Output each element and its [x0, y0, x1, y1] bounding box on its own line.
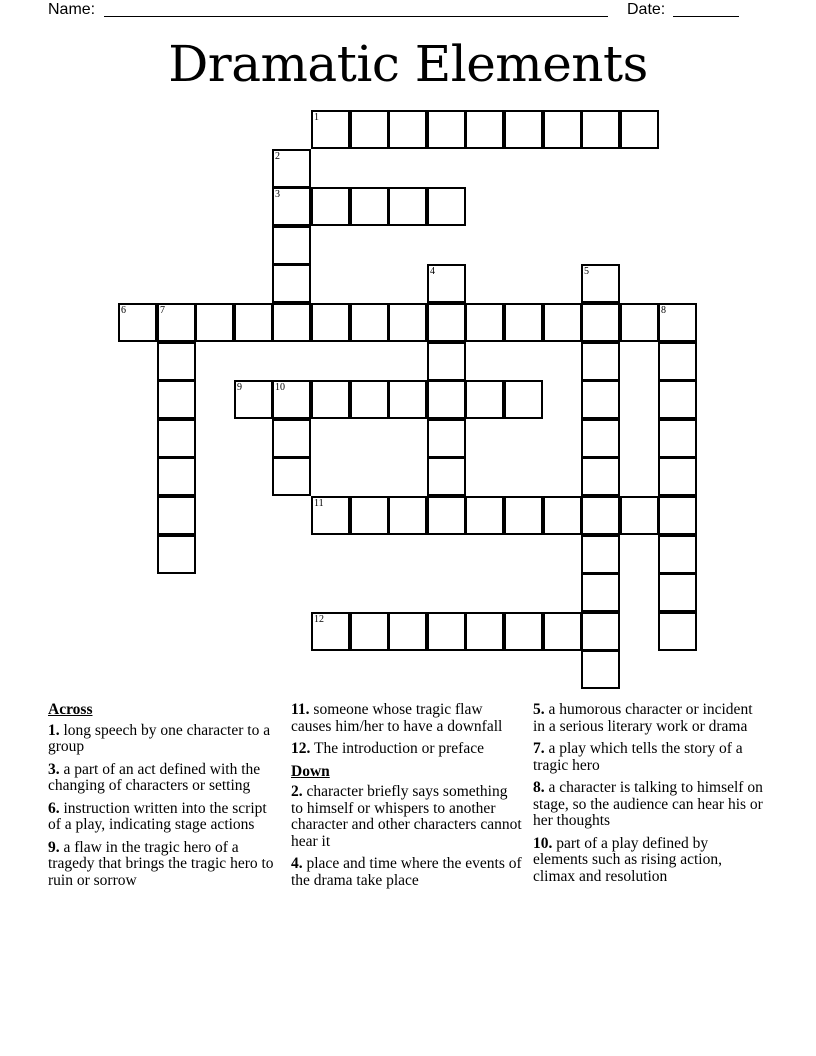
crossword-cell[interactable] [350, 303, 389, 342]
clue-text: someone whose tragic flaw causes him/her to have a downfall [291, 701, 503, 735]
crossword-cell[interactable] [658, 612, 697, 651]
crossword-cell[interactable] [658, 496, 697, 535]
crossword-cell[interactable] [581, 457, 620, 496]
crossword-cell[interactable] [272, 149, 311, 188]
crossword-cell[interactable] [658, 342, 697, 381]
crossword-cell[interactable] [581, 303, 620, 342]
crossword-cell[interactable] [311, 612, 350, 651]
crossword-cell[interactable] [350, 187, 389, 226]
crossword-cell[interactable] [311, 496, 350, 535]
crossword-cell[interactable] [543, 612, 582, 651]
crossword-cell[interactable] [311, 187, 350, 226]
clue-number: 6. [48, 799, 60, 817]
clue-text: a play which tells the story of a tragic hero [533, 740, 743, 774]
across-heading: Across [48, 701, 93, 718]
crossword-cell[interactable] [620, 110, 659, 149]
crossword-cell[interactable] [388, 110, 427, 149]
crossword-cell[interactable] [427, 419, 466, 458]
crossword-cell[interactable] [388, 496, 427, 535]
clue-number-label: 8 [661, 305, 666, 316]
clue-down-8 [533, 780, 765, 830]
crossword-cell[interactable] [118, 303, 157, 342]
clue-number-label: 9 [237, 382, 242, 393]
clue-text: a character is talking to himself on stage, so the audience can hear his or her thoughts [533, 779, 763, 829]
clue-text: place and time where the events of the drama take place [291, 855, 522, 889]
crossword-cell[interactable] [311, 110, 350, 149]
clue-number: 4. [291, 855, 303, 872]
crossword-cell[interactable] [504, 496, 543, 535]
clue-number-label: 12 [314, 614, 324, 625]
crossword-cell[interactable] [581, 650, 620, 689]
crossword-cell[interactable] [388, 187, 427, 226]
clue-number-label: 2 [275, 151, 280, 162]
clue-down-5 [533, 702, 765, 735]
crossword-cell[interactable] [427, 187, 466, 226]
clue-number: 11. [291, 701, 310, 718]
clue-number-label: 3 [275, 189, 280, 200]
crossword-cell[interactable] [581, 535, 620, 574]
clue-text: character briefly says something to himself or whispers to another character and other characters cannot hear it [291, 783, 522, 850]
clue-number: 3. [48, 760, 60, 778]
crossword-cell[interactable] [581, 380, 620, 419]
crossword-cell[interactable] [350, 110, 389, 149]
crossword-cell[interactable] [504, 303, 543, 342]
crossword-cell[interactable] [388, 303, 427, 342]
crossword-cell[interactable] [465, 380, 504, 419]
crossword-cell[interactable] [581, 573, 620, 612]
crossword-cell[interactable] [388, 380, 427, 419]
crossword-cell[interactable] [234, 380, 273, 419]
clue-down-7 [533, 741, 765, 774]
clue-number-label: 5 [584, 266, 589, 277]
clue-across-1 [48, 723, 280, 756]
crossword-cell[interactable] [272, 419, 311, 458]
crossword-cell[interactable] [581, 419, 620, 458]
clue-number-label: 10 [275, 382, 285, 393]
crossword-cell[interactable] [157, 303, 196, 342]
date-field[interactable] [673, 16, 739, 17]
crossword-cell[interactable] [388, 612, 427, 651]
clues-column-2 [291, 702, 523, 895]
crossword-cell[interactable] [427, 496, 466, 535]
crossword-cell[interactable] [272, 303, 311, 342]
crossword-cell[interactable] [581, 612, 620, 651]
name-label: Name: [48, 1, 96, 18]
clue-across-6 [48, 801, 280, 834]
crossword-cell[interactable] [620, 303, 659, 342]
crossword-cell[interactable] [581, 110, 620, 149]
clue-across-3 [48, 762, 280, 795]
crossword-cell[interactable] [427, 303, 466, 342]
clue-number-label: 6 [121, 305, 126, 316]
clue-number-label: 11 [314, 498, 324, 509]
date-label: Date: [627, 1, 666, 18]
crossword-cell[interactable] [427, 612, 466, 651]
crossword-cell[interactable] [504, 110, 543, 149]
clue-text: a humorous character or incident in a serious literary work or drama [533, 701, 753, 735]
clues-column-1 [48, 702, 280, 895]
crossword-cell[interactable] [465, 303, 504, 342]
clue-number: 9. [48, 838, 60, 856]
crossword-cell[interactable] [427, 457, 466, 496]
crossword-cell[interactable] [465, 110, 504, 149]
crossword-cell[interactable] [157, 496, 196, 535]
clue-number-label: 4 [430, 266, 435, 277]
crossword-cell[interactable] [658, 457, 697, 496]
crossword-cell[interactable] [157, 342, 196, 381]
clue-text: instruction written into the script of a play, indicating stage actions [48, 799, 267, 833]
clue-text: long speech by one character to a group [48, 721, 271, 755]
clue-number: 12. [291, 740, 311, 757]
crossword-cell[interactable] [272, 226, 311, 265]
crossword-cell[interactable] [311, 380, 350, 419]
clue-text: a part of an act defined with the changing of characters or setting [48, 760, 261, 794]
crossword-cell[interactable] [272, 264, 311, 303]
crossword-cell[interactable] [234, 303, 273, 342]
crossword-cell[interactable] [658, 380, 697, 419]
crossword-cell[interactable] [157, 457, 196, 496]
crossword-cell[interactable] [658, 535, 697, 574]
clue-text: a flaw in the tragic hero of a tragedy that brings the tragic hero to ruin or sorrow [48, 838, 274, 889]
crossword-cell[interactable] [195, 303, 234, 342]
crossword-cell[interactable] [427, 264, 466, 303]
crossword-cell[interactable] [427, 342, 466, 381]
clue-text: The introduction or preface [310, 740, 484, 757]
crossword-cell[interactable] [157, 380, 196, 419]
crossword-cell[interactable] [620, 496, 659, 535]
crossword-cell[interactable] [272, 187, 311, 226]
crossword-cell[interactable] [543, 303, 582, 342]
crossword-cell[interactable] [581, 496, 620, 535]
crossword-cell[interactable] [658, 573, 697, 612]
clue-text: part of a play defined by elements such as rising action, climax and resolution [533, 834, 722, 885]
crossword-cell[interactable] [658, 303, 697, 342]
clue-down-10 [533, 836, 765, 886]
crossword-cell[interactable] [581, 264, 620, 303]
clue-number: 2. [291, 783, 303, 800]
crossword-cell[interactable] [427, 110, 466, 149]
clue-across-11 [291, 702, 523, 735]
clue-across-9 [48, 840, 280, 890]
name-field[interactable] [104, 16, 608, 17]
crossword-cell[interactable] [311, 303, 350, 342]
crossword-cell[interactable] [272, 457, 311, 496]
crossword-cell[interactable] [658, 419, 697, 458]
crossword-cell[interactable] [504, 612, 543, 651]
crossword-cell[interactable] [350, 496, 389, 535]
clue-number: 8. [533, 779, 545, 796]
crossword-cell[interactable] [465, 496, 504, 535]
crossword-cell[interactable] [543, 496, 582, 535]
clue-down-4 [291, 856, 523, 889]
page-title: Dramatic Elements [168, 35, 648, 93]
crossword-cell[interactable] [272, 380, 311, 419]
crossword-cell[interactable] [350, 612, 389, 651]
clue-number: 10. [533, 834, 553, 852]
clues-column-3 [533, 702, 765, 891]
crossword-cell[interactable] [543, 110, 582, 149]
down-heading: Down [291, 762, 330, 780]
clue-number-label: 7 [160, 305, 165, 316]
clue-number: 1. [48, 721, 60, 739]
clue-down-2 [291, 784, 523, 850]
crossword-cell[interactable] [504, 380, 543, 419]
clue-number: 7. [533, 740, 545, 757]
clue-number: 5. [533, 701, 545, 718]
crossword-cell[interactable] [465, 612, 504, 651]
crossword-cell[interactable] [157, 535, 196, 574]
crossword-cell[interactable] [427, 380, 466, 419]
clue-number-label: 1 [314, 112, 319, 123]
crossword-cell[interactable] [350, 380, 389, 419]
clue-across-12 [291, 741, 523, 758]
crossword-cell[interactable] [581, 342, 620, 381]
crossword-cell[interactable] [157, 419, 196, 458]
